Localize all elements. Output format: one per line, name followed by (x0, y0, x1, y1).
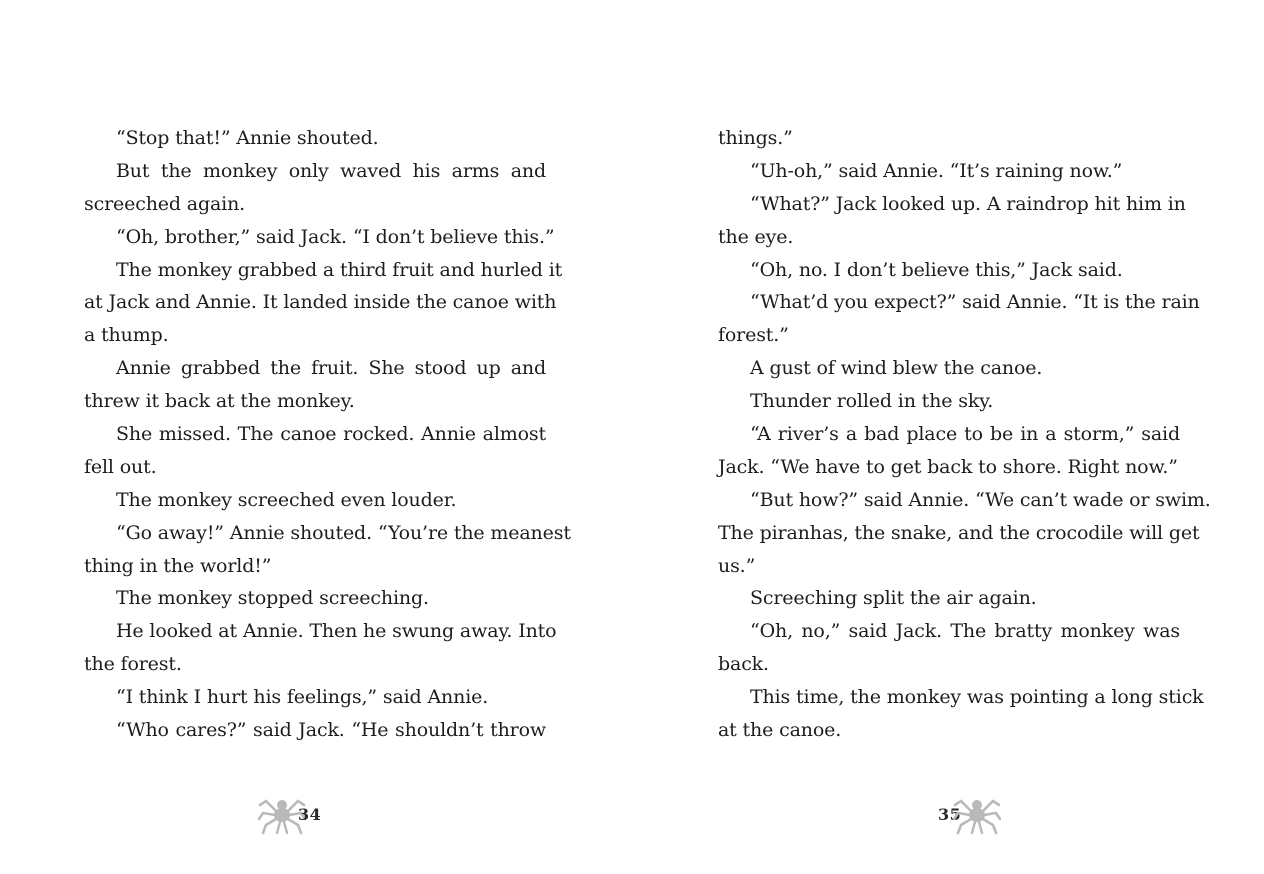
text-line: at the canoe. (718, 719, 842, 742)
text-line: The monkey grabbed a third fruit and hurled it (116, 258, 563, 281)
text-line: thing in the world!” (84, 554, 272, 577)
text-line: Annie grabbed the fruit. She stood up and (116, 357, 546, 380)
text-line: the eye. (718, 225, 794, 248)
text-line: things.” (718, 127, 793, 149)
spider-icon (953, 793, 1001, 835)
text-line: The monkey screeched even louder. (116, 488, 457, 511)
text-line: “Go away!” Annie shouted. “You’re the meanest (116, 521, 571, 544)
text-line: the forest. (84, 653, 182, 676)
text-line: Jack. “We have to get back to shore. Right now.” (718, 455, 1178, 478)
text-line: “What’d you expect?” said Annie. “It is the rain (750, 291, 1200, 314)
text-line: “Who cares?” said Jack. “He shouldn’t throw (116, 719, 546, 742)
text-line: “Uh-oh,” said Annie. “It’s raining now.” (750, 159, 1123, 182)
text-line: screeched again. (84, 192, 246, 215)
text-line: The piranhas, the snake, and the crocodile will get (718, 521, 1200, 544)
text-line: at Jack and Annie. It landed inside the canoe with (84, 291, 557, 314)
page-number: 34 (298, 804, 322, 824)
text-line: Screeching split the air again. (750, 587, 1037, 610)
text-line: “I think I hurt his feelings,” said Annie. (116, 686, 489, 709)
right-page-text (718, 122, 1211, 747)
text-line: Thunder rolled in the sky. (750, 390, 994, 413)
text-line: a thump. (84, 324, 169, 347)
text-line: A gust of wind blew the canoe. (750, 357, 1043, 380)
text-line: forest.” (718, 324, 789, 347)
left-page-text (84, 122, 571, 747)
text-line: She missed. The canoe rocked. Annie almost (116, 423, 546, 446)
text-line: “Stop that!” Annie shouted. (116, 127, 379, 149)
text-line: This time, the monkey was pointing a long stick (750, 686, 1204, 709)
text-line: “Oh, no,” said Jack. The bratty monkey was (750, 620, 1180, 643)
text-line: He looked at Annie. Then he swung away. Into (116, 620, 557, 643)
text-line: “What?” Jack looked up. A raindrop hit him in (750, 192, 1186, 215)
right-page-folio (938, 792, 1001, 836)
text-line: “Oh, brother,” said Jack. “I don’t believe this.” (116, 225, 555, 248)
text-line: “Oh, no. I don’t believe this,” Jack said. (750, 258, 1123, 281)
text-line: But the monkey only waved his arms and (116, 159, 546, 182)
text-line: back. (718, 653, 769, 676)
text-line: fell out. (84, 455, 157, 478)
page-number: 35 (938, 804, 962, 824)
text-line: “A river’s a bad place to be in a storm,” said (750, 423, 1180, 446)
left-page-folio (258, 792, 321, 836)
text-line: us.” (718, 554, 756, 577)
text-line: “But how?” said Annie. “We can’t wade or swim. (750, 488, 1211, 511)
text-line: The monkey stopped screeching. (116, 587, 429, 610)
text-line: threw it back at the monkey. (84, 390, 355, 413)
